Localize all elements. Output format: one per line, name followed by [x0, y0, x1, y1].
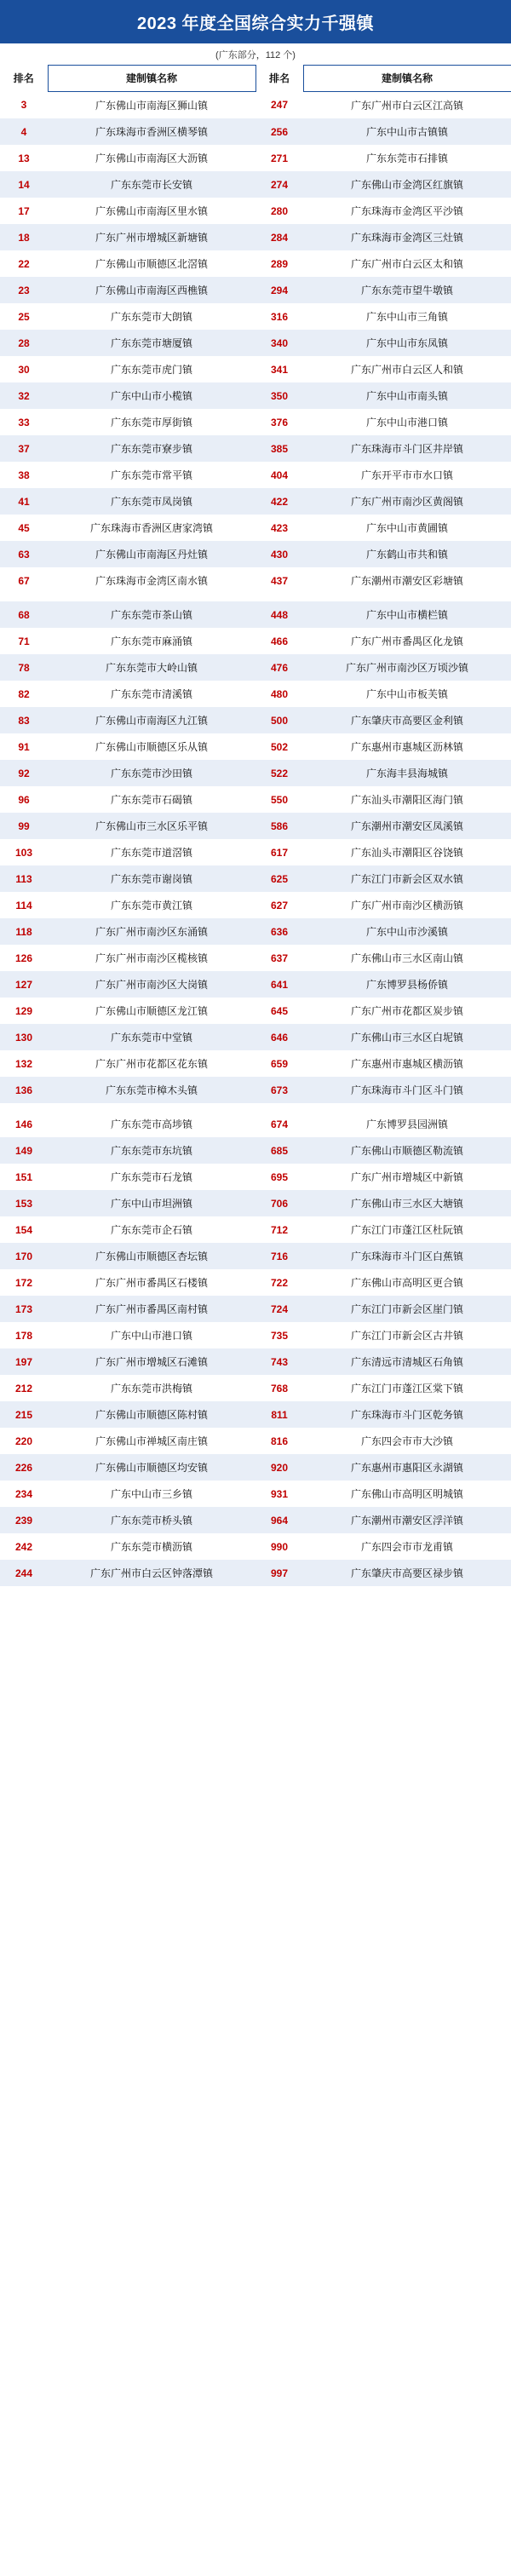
- cell-rank: 550: [256, 786, 303, 813]
- cell-rank: 25: [0, 303, 48, 330]
- cell-rank: 964: [256, 1507, 303, 1533]
- table-row: [0, 145, 511, 171]
- cell-rank: 256: [256, 118, 303, 145]
- cell-rank: 522: [256, 760, 303, 786]
- cell-rank: 37: [0, 435, 48, 462]
- cell-town-name: 广东东莞市樟木头镇: [48, 1077, 256, 1103]
- page-subtitle: (广东部分，112 个): [215, 50, 296, 60]
- cell-rank: 385: [256, 435, 303, 462]
- cell-town-name: 广东东莞市望牛墩镇: [303, 277, 511, 303]
- table-row: [0, 945, 511, 971]
- table-row: [0, 1322, 511, 1348]
- cell-town-name: 广东中山市东凤镇: [303, 330, 511, 356]
- table-row: [0, 1560, 511, 1586]
- cell-rank: 103: [0, 839, 48, 865]
- cell-rank: 271: [256, 145, 303, 171]
- cell-rank: 706: [256, 1190, 303, 1216]
- cell-town-name: 广东中山市港口镇: [48, 1322, 256, 1348]
- table-row: [0, 1243, 511, 1269]
- cell-rank: 685: [256, 1137, 303, 1164]
- table-row: [0, 250, 511, 277]
- cell-town-name: 广东东莞市石龙镇: [48, 1164, 256, 1190]
- table-row: [0, 462, 511, 488]
- table-row: [0, 654, 511, 681]
- table-row: [0, 1507, 511, 1533]
- cell-rank: 404: [256, 462, 303, 488]
- cell-town-name: 广东珠海市斗门区井岸镇: [303, 435, 511, 462]
- cell-rank: 673: [256, 1077, 303, 1103]
- cell-town-name: 广东广州市南沙区横沥镇: [303, 892, 511, 918]
- cell-rank: 67: [0, 567, 48, 594]
- cell-town-name: 广东佛山市高明区更合镇: [303, 1269, 511, 1296]
- cell-town-name: 广东珠海市金湾区平沙镇: [303, 198, 511, 224]
- cell-rank: 146: [0, 1111, 48, 1137]
- table-row: [0, 224, 511, 250]
- table-row: [0, 813, 511, 839]
- cell-rank: 480: [256, 681, 303, 707]
- cell-town-name: 广东中山市沙溪镇: [303, 918, 511, 945]
- page-title: 2023 年度全国综合实力千强镇: [0, 0, 511, 43]
- cell-town-name: 广东肇庆市高要区禄步镇: [303, 1560, 511, 1586]
- cell-rank: 341: [256, 356, 303, 382]
- cell-town-name: 广东东莞市大岭山镇: [48, 654, 256, 681]
- cell-rank: 234: [0, 1481, 48, 1507]
- cell-rank: 340: [256, 330, 303, 356]
- cell-town-name: 广东东莞市企石镇: [48, 1216, 256, 1243]
- cell-town-name: 广东广州市花都区炭步镇: [303, 998, 511, 1024]
- cell-rank: 132: [0, 1050, 48, 1077]
- cell-rank: 239: [0, 1507, 48, 1533]
- cell-town-name: 广东东莞市黄江镇: [48, 892, 256, 918]
- cell-rank: 294: [256, 277, 303, 303]
- cell-rank: 659: [256, 1050, 303, 1077]
- table-row: [0, 1375, 511, 1401]
- cell-town-name: 广东广州市增城区新塘镇: [48, 224, 256, 250]
- cell-town-name: 广东江门市新会区双水镇: [303, 865, 511, 892]
- cell-rank: 617: [256, 839, 303, 865]
- cell-rank: 30: [0, 356, 48, 382]
- cell-town-name: 广东中山市港口镇: [303, 409, 511, 435]
- cell-town-name: 广东珠海市金湾区南水镇: [48, 567, 256, 594]
- cell-rank: 280: [256, 198, 303, 224]
- table-row: [0, 567, 511, 594]
- cell-town-name: 广东东莞市长安镇: [48, 171, 256, 198]
- cell-town-name: 广东鹤山市共和镇: [303, 541, 511, 567]
- cell-town-name: 广东佛山市顺德区陈村镇: [48, 1401, 256, 1428]
- cell-rank: 625: [256, 865, 303, 892]
- cell-town-name: 广东中山市坦洲镇: [48, 1190, 256, 1216]
- table-row: [0, 330, 511, 356]
- cell-rank: 130: [0, 1024, 48, 1050]
- table-row: [0, 303, 511, 330]
- cell-rank: 113: [0, 865, 48, 892]
- table-row: [0, 409, 511, 435]
- cell-rank: 274: [256, 171, 303, 198]
- cell-town-name: 广东东莞市石排镇: [303, 145, 511, 171]
- cell-rank: 476: [256, 654, 303, 681]
- cell-town-name: 广东潮州市潮安区浮洋镇: [303, 1507, 511, 1533]
- table-row: [0, 681, 511, 707]
- cell-town-name: 广东博罗县杨侨镇: [303, 971, 511, 998]
- cell-town-name: 广东东莞市桥头镇: [48, 1507, 256, 1533]
- cell-rank: 127: [0, 971, 48, 998]
- cell-town-name: 广东广州市增城区石滩镇: [48, 1348, 256, 1375]
- table-row: [0, 1428, 511, 1454]
- table-row: [0, 171, 511, 198]
- cell-rank: 68: [0, 601, 48, 628]
- cell-rank: 173: [0, 1296, 48, 1322]
- table-row: [0, 1269, 511, 1296]
- cell-town-name: 广东中山市横栏镇: [303, 601, 511, 628]
- cell-town-name: 广东东莞市道滘镇: [48, 839, 256, 865]
- cell-rank: 423: [256, 515, 303, 541]
- cell-town-name: 广东佛山市三水区南山镇: [303, 945, 511, 971]
- cell-rank: 170: [0, 1243, 48, 1269]
- cell-rank: 811: [256, 1401, 303, 1428]
- cell-town-name: 广东东莞市凤岗镇: [48, 488, 256, 515]
- cell-rank: 153: [0, 1190, 48, 1216]
- cell-town-name: 广东珠海市斗门区白蕉镇: [303, 1243, 511, 1269]
- cell-town-name: 广东东莞市清溪镇: [48, 681, 256, 707]
- cell-rank: 920: [256, 1454, 303, 1481]
- cell-town-name: 广东佛山市三水区白坭镇: [303, 1024, 511, 1050]
- cell-rank: 38: [0, 462, 48, 488]
- table-group-spacer: [0, 1103, 511, 1111]
- cell-rank: 816: [256, 1428, 303, 1454]
- cell-rank: 151: [0, 1164, 48, 1190]
- table-row: [0, 1533, 511, 1560]
- table-row: [0, 971, 511, 998]
- cell-rank: 18: [0, 224, 48, 250]
- cell-town-name: 广东广州市南沙区大岗镇: [48, 971, 256, 998]
- cell-town-name: 广东佛山市禅城区南庄镇: [48, 1428, 256, 1454]
- table-row: [0, 892, 511, 918]
- table-group-spacer: [0, 594, 511, 601]
- cell-rank: 78: [0, 654, 48, 681]
- cell-town-name: 广东广州市花都区花东镇: [48, 1050, 256, 1077]
- table-row: [0, 198, 511, 224]
- cell-town-name: 广东清远市清城区石角镇: [303, 1348, 511, 1375]
- cell-rank: 768: [256, 1375, 303, 1401]
- cell-rank: 22: [0, 250, 48, 277]
- table-row: [0, 760, 511, 786]
- cell-town-name: 广东广州市南沙区万顷沙镇: [303, 654, 511, 681]
- cell-town-name: 广东东莞市东坑镇: [48, 1137, 256, 1164]
- cell-rank: 641: [256, 971, 303, 998]
- cell-rank: 149: [0, 1137, 48, 1164]
- cell-rank: 91: [0, 733, 48, 760]
- cell-rank: 448: [256, 601, 303, 628]
- cell-town-name: 广东广州市白云区江高镇: [303, 92, 511, 119]
- table-row: [0, 92, 511, 119]
- cell-rank: 376: [256, 409, 303, 435]
- cell-rank: 502: [256, 733, 303, 760]
- column-header-name-2: 建制镇名称: [303, 66, 511, 92]
- cell-town-name: 广东东莞市沙田镇: [48, 760, 256, 786]
- cell-town-name: 广东广州市白云区钟落潭镇: [48, 1560, 256, 1586]
- cell-town-name: 广东珠海市香洲区横琴镇: [48, 118, 256, 145]
- table-row: [0, 786, 511, 813]
- table-row: [0, 488, 511, 515]
- cell-town-name: 广东广州市南沙区榄核镇: [48, 945, 256, 971]
- cell-town-name: 广东汕头市潮阳区海门镇: [303, 786, 511, 813]
- cell-rank: 96: [0, 786, 48, 813]
- cell-town-name: 广东佛山市南海区狮山镇: [48, 92, 256, 119]
- cell-town-name: 广东珠海市香洲区唐家湾镇: [48, 515, 256, 541]
- cell-town-name: 广东博罗县园洲镇: [303, 1111, 511, 1137]
- cell-rank: 722: [256, 1269, 303, 1296]
- table-row: [0, 1481, 511, 1507]
- cell-town-name: 广东四会市市大沙镇: [303, 1428, 511, 1454]
- cell-town-name: 广东广州市南沙区东涌镇: [48, 918, 256, 945]
- cell-town-name: 广东中山市三乡镇: [48, 1481, 256, 1507]
- cell-rank: 743: [256, 1348, 303, 1375]
- cell-rank: 724: [256, 1296, 303, 1322]
- cell-rank: 99: [0, 813, 48, 839]
- cell-rank: 212: [0, 1375, 48, 1401]
- table-row: [0, 707, 511, 733]
- cell-town-name: 广东佛山市南海区西樵镇: [48, 277, 256, 303]
- cell-town-name: 广东东莞市寮步镇: [48, 435, 256, 462]
- spacer-cell: [0, 1103, 511, 1111]
- cell-rank: 289: [256, 250, 303, 277]
- cell-rank: 645: [256, 998, 303, 1024]
- cell-town-name: 广东东莞市常平镇: [48, 462, 256, 488]
- cell-rank: 172: [0, 1269, 48, 1296]
- cell-town-name: 广东江门市新会区古井镇: [303, 1322, 511, 1348]
- cell-town-name: 广东广州市番禺区石楼镇: [48, 1269, 256, 1296]
- cell-rank: 242: [0, 1533, 48, 1560]
- cell-town-name: 广东广州市南沙区黄阁镇: [303, 488, 511, 515]
- cell-rank: 695: [256, 1164, 303, 1190]
- cell-rank: 437: [256, 567, 303, 594]
- cell-town-name: 广东惠州市惠城区沥林镇: [303, 733, 511, 760]
- cell-town-name: 广东江门市蓬江区棠下镇: [303, 1375, 511, 1401]
- table-row: [0, 356, 511, 382]
- table-row: [0, 1077, 511, 1103]
- cell-rank: 430: [256, 541, 303, 567]
- cell-rank: 215: [0, 1401, 48, 1428]
- table-row: [0, 1216, 511, 1243]
- cell-rank: 586: [256, 813, 303, 839]
- cell-rank: 716: [256, 1243, 303, 1269]
- cell-town-name: 广东惠州市惠阳区永湖镇: [303, 1454, 511, 1481]
- table-row: [0, 277, 511, 303]
- cell-town-name: 广东佛山市顺德区勒流镇: [303, 1137, 511, 1164]
- table-row: [0, 839, 511, 865]
- cell-rank: 118: [0, 918, 48, 945]
- cell-rank: 316: [256, 303, 303, 330]
- cell-town-name: 广东佛山市金湾区红旗镇: [303, 171, 511, 198]
- cell-rank: 735: [256, 1322, 303, 1348]
- cell-town-name: 广东东莞市石碣镇: [48, 786, 256, 813]
- table-row: [0, 541, 511, 567]
- table-row: [0, 601, 511, 628]
- cell-town-name: 广东佛山市南海区丹灶镇: [48, 541, 256, 567]
- cell-rank: 154: [0, 1216, 48, 1243]
- cell-rank: 244: [0, 1560, 48, 1586]
- cell-rank: 674: [256, 1111, 303, 1137]
- cell-town-name: 广东东莞市虎门镇: [48, 356, 256, 382]
- cell-town-name: 广东佛山市三水区乐平镇: [48, 813, 256, 839]
- cell-rank: 28: [0, 330, 48, 356]
- cell-rank: 3: [0, 92, 48, 119]
- cell-rank: 71: [0, 628, 48, 654]
- cell-rank: 17: [0, 198, 48, 224]
- table-row: [0, 733, 511, 760]
- cell-town-name: 广东江门市蓬江区杜阮镇: [303, 1216, 511, 1243]
- cell-rank: 931: [256, 1481, 303, 1507]
- cell-rank: 126: [0, 945, 48, 971]
- table-row: [0, 1190, 511, 1216]
- cell-rank: 14: [0, 171, 48, 198]
- cell-town-name: 广东佛山市南海区九江镇: [48, 707, 256, 733]
- cell-town-name: 广东中山市小榄镇: [48, 382, 256, 409]
- cell-rank: 92: [0, 760, 48, 786]
- cell-rank: 637: [256, 945, 303, 971]
- column-header-rank-1: 排名: [0, 66, 48, 92]
- cell-town-name: 广东东莞市横沥镇: [48, 1533, 256, 1560]
- cell-rank: 500: [256, 707, 303, 733]
- cell-rank: 4: [0, 118, 48, 145]
- cell-town-name: 广东佛山市三水区大塘镇: [303, 1190, 511, 1216]
- table-row: [0, 628, 511, 654]
- cell-rank: 627: [256, 892, 303, 918]
- cell-rank: 83: [0, 707, 48, 733]
- cell-rank: 32: [0, 382, 48, 409]
- column-header-rank-2: 排名: [256, 66, 303, 92]
- cell-town-name: 广东广州市番禺区南村镇: [48, 1296, 256, 1322]
- cell-rank: 129: [0, 998, 48, 1024]
- cell-rank: 13: [0, 145, 48, 171]
- cell-town-name: 广东广州市番禺区化龙镇: [303, 628, 511, 654]
- cell-town-name: 广东东莞市麻涌镇: [48, 628, 256, 654]
- cell-town-name: 广东佛山市顺德区北滘镇: [48, 250, 256, 277]
- cell-rank: 997: [256, 1560, 303, 1586]
- cell-rank: 646: [256, 1024, 303, 1050]
- cell-town-name: 广东汕头市潮阳区谷饶镇: [303, 839, 511, 865]
- cell-rank: 466: [256, 628, 303, 654]
- cell-town-name: 广东珠海市金湾区三灶镇: [303, 224, 511, 250]
- table-row: [0, 1296, 511, 1322]
- cell-town-name: 广东中山市板芙镇: [303, 681, 511, 707]
- cell-town-name: 广东东莞市洪梅镇: [48, 1375, 256, 1401]
- cell-rank: 990: [256, 1533, 303, 1560]
- cell-rank: 636: [256, 918, 303, 945]
- cell-town-name: 广东潮州市潮安区彩塘镇: [303, 567, 511, 594]
- cell-rank: 114: [0, 892, 48, 918]
- cell-town-name: 广东广州市增城区中新镇: [303, 1164, 511, 1190]
- cell-town-name: 广东东莞市塘厦镇: [48, 330, 256, 356]
- cell-town-name: 广东四会市市龙甫镇: [303, 1533, 511, 1560]
- cell-town-name: 广东广州市白云区人和镇: [303, 356, 511, 382]
- cell-rank: 247: [256, 92, 303, 119]
- cell-rank: 220: [0, 1428, 48, 1454]
- cell-town-name: 广东中山市三角镇: [303, 303, 511, 330]
- cell-rank: 226: [0, 1454, 48, 1481]
- table-row: [0, 435, 511, 462]
- cell-town-name: 广东肇庆市高要区金利镇: [303, 707, 511, 733]
- cell-rank: 45: [0, 515, 48, 541]
- rank-table: [0, 65, 511, 1586]
- cell-rank: 197: [0, 1348, 48, 1375]
- cell-town-name: 广东东莞市高埗镇: [48, 1111, 256, 1137]
- cell-town-name: 广东中山市黄圃镇: [303, 515, 511, 541]
- table-body: [0, 92, 511, 1587]
- spacer-cell: [0, 594, 511, 601]
- table-row: [0, 382, 511, 409]
- table-row: [0, 1137, 511, 1164]
- cell-rank: 41: [0, 488, 48, 515]
- table-row: [0, 515, 511, 541]
- table-header-row: [0, 66, 511, 92]
- cell-rank: 82: [0, 681, 48, 707]
- cell-town-name: 广东佛山市顺德区乐从镇: [48, 733, 256, 760]
- table-row: [0, 918, 511, 945]
- cell-town-name: 广东珠海市斗门区乾务镇: [303, 1401, 511, 1428]
- table-row: [0, 118, 511, 145]
- cell-town-name: 广东佛山市顺德区龙江镇: [48, 998, 256, 1024]
- cell-town-name: 广东东莞市中堂镇: [48, 1024, 256, 1050]
- cell-rank: 178: [0, 1322, 48, 1348]
- table-row: [0, 998, 511, 1024]
- cell-town-name: 广东佛山市高明区明城镇: [303, 1481, 511, 1507]
- cell-town-name: 广东广州市白云区太和镇: [303, 250, 511, 277]
- cell-town-name: 广东江门市新会区崖门镇: [303, 1296, 511, 1322]
- table-row: [0, 1024, 511, 1050]
- cell-rank: 63: [0, 541, 48, 567]
- cell-town-name: 广东东莞市谢岗镇: [48, 865, 256, 892]
- cell-rank: 712: [256, 1216, 303, 1243]
- cell-town-name: 广东佛山市顺德区杏坛镇: [48, 1243, 256, 1269]
- column-header-name-1: 建制镇名称: [48, 66, 256, 92]
- table-row: [0, 1164, 511, 1190]
- cell-rank: 23: [0, 277, 48, 303]
- cell-town-name: 广东开平市市水口镇: [303, 462, 511, 488]
- cell-rank: 136: [0, 1077, 48, 1103]
- table-row: [0, 1401, 511, 1428]
- cell-town-name: 广东东莞市厚街镇: [48, 409, 256, 435]
- cell-rank: 33: [0, 409, 48, 435]
- cell-rank: 350: [256, 382, 303, 409]
- table-row: [0, 1111, 511, 1137]
- cell-town-name: 广东潮州市潮安区凤溪镇: [303, 813, 511, 839]
- cell-town-name: 广东东莞市大朗镇: [48, 303, 256, 330]
- table-row: [0, 1348, 511, 1375]
- cell-town-name: 广东东莞市茶山镇: [48, 601, 256, 628]
- cell-town-name: 广东惠州市惠城区横沥镇: [303, 1050, 511, 1077]
- cell-town-name: 广东佛山市顺德区均安镇: [48, 1454, 256, 1481]
- table-row: [0, 1050, 511, 1077]
- cell-town-name: 广东佛山市南海区里水镇: [48, 198, 256, 224]
- cell-rank: 284: [256, 224, 303, 250]
- cell-town-name: 广东中山市南头镇: [303, 382, 511, 409]
- table-row: [0, 1454, 511, 1481]
- cell-town-name: 广东海丰县海城镇: [303, 760, 511, 786]
- table-row: [0, 865, 511, 892]
- cell-town-name: 广东佛山市南海区大沥镇: [48, 145, 256, 171]
- cell-town-name: 广东珠海市斗门区斗门镇: [303, 1077, 511, 1103]
- cell-town-name: 广东中山市古镇镇: [303, 118, 511, 145]
- cell-rank: 422: [256, 488, 303, 515]
